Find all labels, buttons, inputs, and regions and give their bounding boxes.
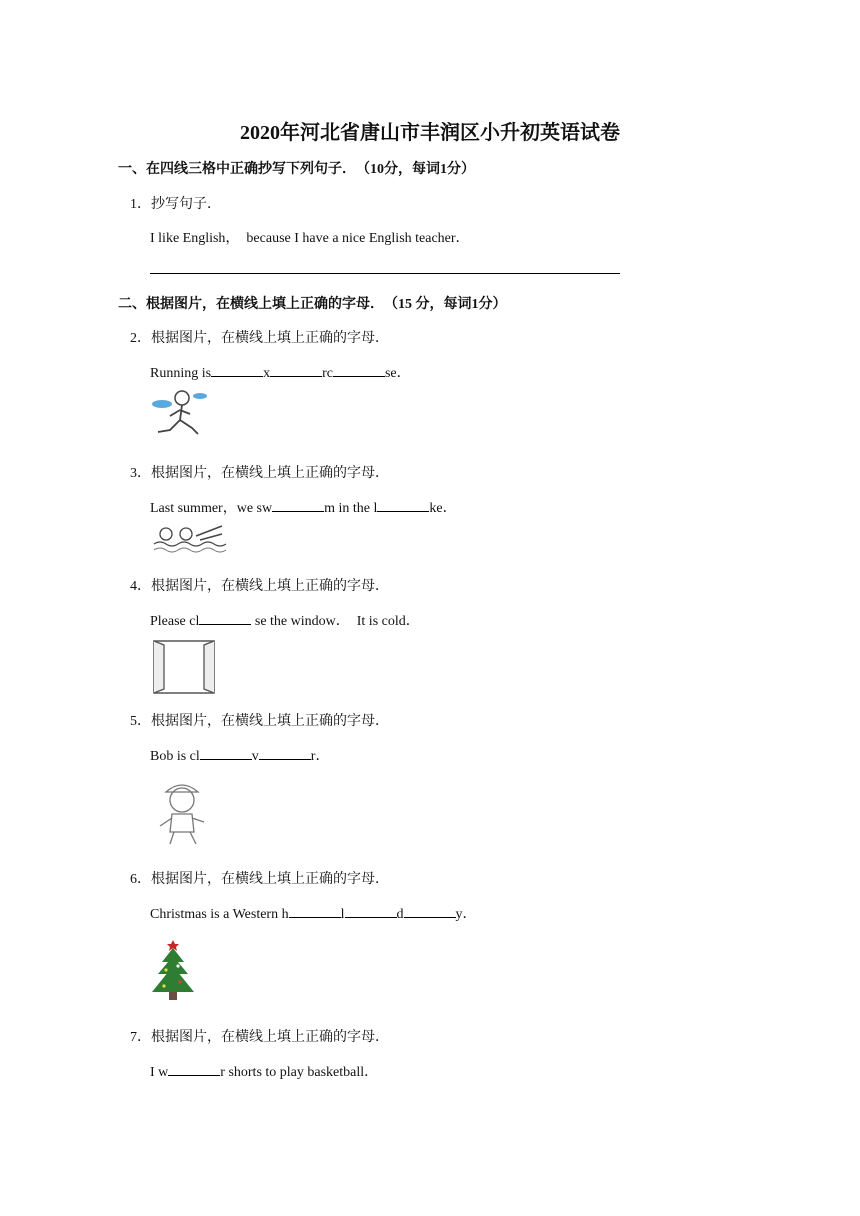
fill-blank[interactable] bbox=[199, 612, 251, 625]
fill-blank[interactable] bbox=[211, 364, 263, 377]
section-heading-2: 二、根据图片，在横线上填上正确的字母． （15 分，每词1分） bbox=[118, 297, 507, 312]
sentence-part: rc bbox=[322, 366, 333, 381]
answer-line[interactable] bbox=[150, 273, 620, 274]
tree-trunk bbox=[169, 992, 177, 1000]
question-number: 4． bbox=[130, 579, 151, 594]
fill-blank[interactable] bbox=[289, 905, 341, 918]
question-5-sentence bbox=[150, 745, 329, 765]
question-number: 2． bbox=[130, 331, 151, 346]
question-3-sentence bbox=[150, 497, 457, 517]
window-right-pane bbox=[204, 641, 214, 693]
kid-1-head bbox=[160, 528, 172, 540]
splash-right bbox=[193, 393, 207, 399]
question-4-sentence bbox=[150, 610, 420, 630]
sentence-part: d bbox=[396, 907, 404, 922]
question-instruction: 根据图片，在横线上填上正确的字母． bbox=[151, 1030, 389, 1045]
fill-blank[interactable] bbox=[404, 905, 456, 918]
splash-left bbox=[152, 400, 172, 408]
water-wave bbox=[154, 548, 226, 552]
fill-blank[interactable] bbox=[200, 747, 252, 760]
question-instruction: 根据图片，在横线上填上正确的字母． bbox=[151, 579, 389, 594]
ornament bbox=[162, 984, 165, 987]
sentence-part: Please cl bbox=[150, 614, 200, 629]
question-number: 5． bbox=[130, 714, 151, 729]
question-3 bbox=[130, 462, 389, 482]
boy-limbs bbox=[160, 818, 204, 844]
fill-blank[interactable] bbox=[345, 905, 397, 918]
question-1 bbox=[130, 193, 221, 213]
sentence-part: se the window． It is cold． bbox=[251, 614, 420, 629]
sentence-part: m in the l bbox=[324, 501, 378, 516]
window-left-pane bbox=[154, 641, 164, 693]
water-wave bbox=[154, 542, 226, 546]
running-boy-image bbox=[148, 388, 210, 440]
sentence-part: r． bbox=[310, 749, 330, 764]
boy-body bbox=[170, 814, 194, 832]
fill-blank[interactable] bbox=[168, 1063, 220, 1076]
fill-blank[interactable] bbox=[270, 364, 322, 377]
fill-blank[interactable] bbox=[377, 499, 429, 512]
sentence-part: I w bbox=[150, 1065, 169, 1080]
question-instruction: 根据图片，在横线上填上正确的字母． bbox=[151, 872, 389, 887]
sentence-part: Last summer，we sw bbox=[150, 501, 273, 516]
question-number: 3． bbox=[130, 466, 151, 481]
question-2 bbox=[130, 327, 389, 347]
sentence-part: y． bbox=[455, 907, 477, 922]
page-title: 2020年河北省唐山市丰润区小升初英语试卷 bbox=[240, 122, 620, 144]
question-5 bbox=[130, 710, 389, 730]
question-7-sentence bbox=[150, 1061, 378, 1081]
ornament bbox=[176, 964, 179, 967]
question-2-sentence bbox=[150, 362, 411, 382]
sentence-part: v bbox=[251, 749, 259, 764]
ornament bbox=[178, 980, 181, 983]
tree-tier bbox=[152, 966, 194, 992]
copy-sentence: I like English， because I have a nice English teacher． bbox=[150, 231, 470, 246]
fill-blank[interactable] bbox=[333, 364, 385, 377]
sentence-part: r shorts to play basketball． bbox=[220, 1065, 379, 1080]
window-image bbox=[152, 639, 216, 695]
fill-blank[interactable] bbox=[259, 747, 311, 760]
question-4 bbox=[130, 575, 389, 595]
question-instruction: 根据图片，在横线上填上正确的字母． bbox=[151, 714, 389, 729]
question-number: 6． bbox=[130, 872, 151, 887]
swimming-kids-image bbox=[152, 522, 228, 556]
sentence-part: Running is bbox=[150, 366, 212, 381]
question-7 bbox=[130, 1026, 389, 1046]
boy-body bbox=[158, 405, 198, 434]
question-instruction: 抄写句子． bbox=[151, 197, 221, 212]
ornament bbox=[164, 968, 167, 971]
question-number: 1． bbox=[130, 197, 151, 212]
sentence-part: se． bbox=[384, 366, 411, 381]
sentence-part: ke． bbox=[429, 501, 457, 516]
section-heading-1: 一、在四线三格中正确抄写下列句子． （10分，每词1分） bbox=[118, 162, 475, 177]
sentence-part: l bbox=[340, 907, 345, 922]
christmas-tree-image bbox=[150, 936, 196, 1004]
kid-2-head bbox=[180, 528, 192, 540]
question-6 bbox=[130, 868, 389, 888]
sentence-part: x bbox=[263, 366, 271, 381]
question-6-sentence bbox=[150, 903, 477, 923]
boy-head bbox=[175, 391, 189, 405]
question-number: 7． bbox=[130, 1030, 151, 1045]
clever-boy-image bbox=[152, 778, 212, 848]
question-instruction: 根据图片，在横线上填上正确的字母． bbox=[151, 331, 389, 346]
question-instruction: 根据图片，在横线上填上正确的字母． bbox=[151, 466, 389, 481]
sentence-part: Christmas is a Western h bbox=[150, 907, 289, 922]
fill-blank[interactable] bbox=[272, 499, 324, 512]
sentence-part: Bob is cl bbox=[150, 749, 200, 764]
swimmer-arm bbox=[196, 526, 222, 540]
